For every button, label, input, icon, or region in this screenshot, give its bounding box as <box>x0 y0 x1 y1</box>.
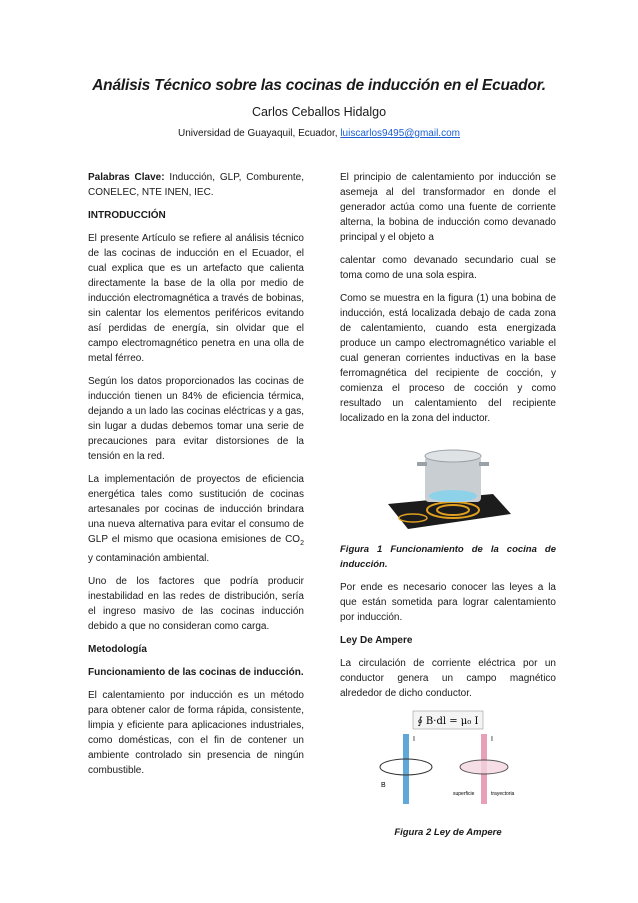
email-link[interactable]: luiscarlos9495@gmail.com <box>340 128 460 139</box>
method-subheading: Funcionamiento de las cocinas de inducción. <box>88 667 304 678</box>
intro-paragraph-3 <box>88 472 304 566</box>
pot-rim <box>425 450 481 462</box>
affiliation-text: Universidad de Guayaquil, Ecuador, <box>178 128 338 139</box>
left-column <box>88 170 304 786</box>
label-current-right: I <box>491 736 493 743</box>
label-surface: superficie <box>453 791 475 797</box>
author-name: Carlos Ceballos Hidalgo <box>251 105 387 119</box>
figure-1-caption: Figura 1 Funcionamiento de la cocina de inducción. <box>340 544 556 570</box>
keywords <box>88 170 304 200</box>
right-paragraph-5: La circulación de corriente eléctrica por un conductor genera un campo magnético alrededor de dicho conductor. <box>340 658 556 699</box>
surface-disk-right <box>460 760 508 774</box>
right-paragraph-3: Como se muestra en la figura (1) una bobina de inducción, está localizada debajo de cada zona de calentamiento, cuando esta energizada produce un campo electromagnético variable el cual generan corrientes inductivas en la base ferromagnética del recipiente de cocción, y comienza el proceso de cocción y como resultado un calentamiento del recipiente localizado en la zona del inductor. <box>340 293 556 424</box>
right-column <box>340 170 556 848</box>
method-paragraph: El calentamiento por inducción es un método para obtener calor de forma rápida, consistente, limpia y eficiente para aplicaciones industriales, como domésticas, con el fin de contener un ambiente controlado sin presencia de ningún combustible. <box>88 690 304 776</box>
figure-2-ampere-law <box>373 709 523 809</box>
pot-handle-left <box>417 462 427 466</box>
figure-2-caption: Figura 2 Ley de Ampere <box>394 827 502 838</box>
ampere-heading: Ley De Ampere <box>340 635 413 646</box>
paper-title: Análisis Técnico sobre las cocinas de inducción en el Ecuador. <box>92 77 546 94</box>
p3-part-a: La implementación de proyectos de eficiencia energética tales como sustitución de cocinas artesanales por cocinas de inducción brindara una nueva alternativa para evitar el consumo de GLP el mismo que ocasiona emisiones de CO <box>88 474 304 545</box>
pot-handle-right <box>479 462 489 466</box>
p3-subscript: 2 <box>300 540 304 547</box>
label-path: trayectoria <box>491 791 515 797</box>
method-heading: Metodología <box>88 644 147 655</box>
figure-1-induction-cooktop <box>383 434 513 534</box>
right-paragraph-1: El principio de calentamiento por inducción se asemeja al del transformador en donde el generador actúa como una fuente de corriente alterna, la bobina de inducción como devanado principal y el objeto a <box>340 172 556 243</box>
pot-base-glow <box>429 490 477 502</box>
intro-heading: INTRODUCCIÓN <box>88 210 166 221</box>
intro-paragraph-2: Según los datos proporcionados las cocinas de inducción tienen un 84% de eficiencia térmica, dejando a un lado las cocinas eléctricas y a gas, sin lugar a dudas debemos tomar una serie de precauciones para evitar distorsiones de la tensión en la red. <box>88 376 304 462</box>
label-current-left: I <box>413 736 415 743</box>
right-paragraph-2: calentar como devanado secundario cual se toma como de una sola espira. <box>340 255 556 281</box>
intro-paragraph-1: El presente Artículo se refiere al análisis técnico de las cocinas de inducción en el Ecuador, el cual explica que es un artefacto que calienta directamente la base de la olla por medio de inducción electromagnética a través de bobinas, sin calentar los elementos periféricos evitando así perdidas de energía, sin olvidar que el campo electromagnético penetra en una olla de metal férreo. <box>88 233 304 364</box>
conductor-left <box>403 734 409 804</box>
keywords-text: Inducción, GLP, Comburente, CONELEC, NTE INEN, IEC. <box>88 172 305 198</box>
keywords-label: Palabras Clave: <box>88 172 165 183</box>
ampere-formula: ∮ B·dl = μ₀ I <box>417 716 479 727</box>
label-field-left: B <box>381 782 386 789</box>
intro-paragraph-4: Uno de los factores que podría producir inestabilidad en las redes de distribución, sería el ingreso masivo de las cocinas inducción debido a que no consideran como carga. <box>88 576 304 632</box>
p3-part-b: y contaminación ambiental. <box>88 553 210 564</box>
right-paragraph-4: Por ende es necesario conocer las leyes a la que están sometida para lograr calentamiento por inducción. <box>340 582 556 623</box>
affiliation <box>0 128 638 139</box>
